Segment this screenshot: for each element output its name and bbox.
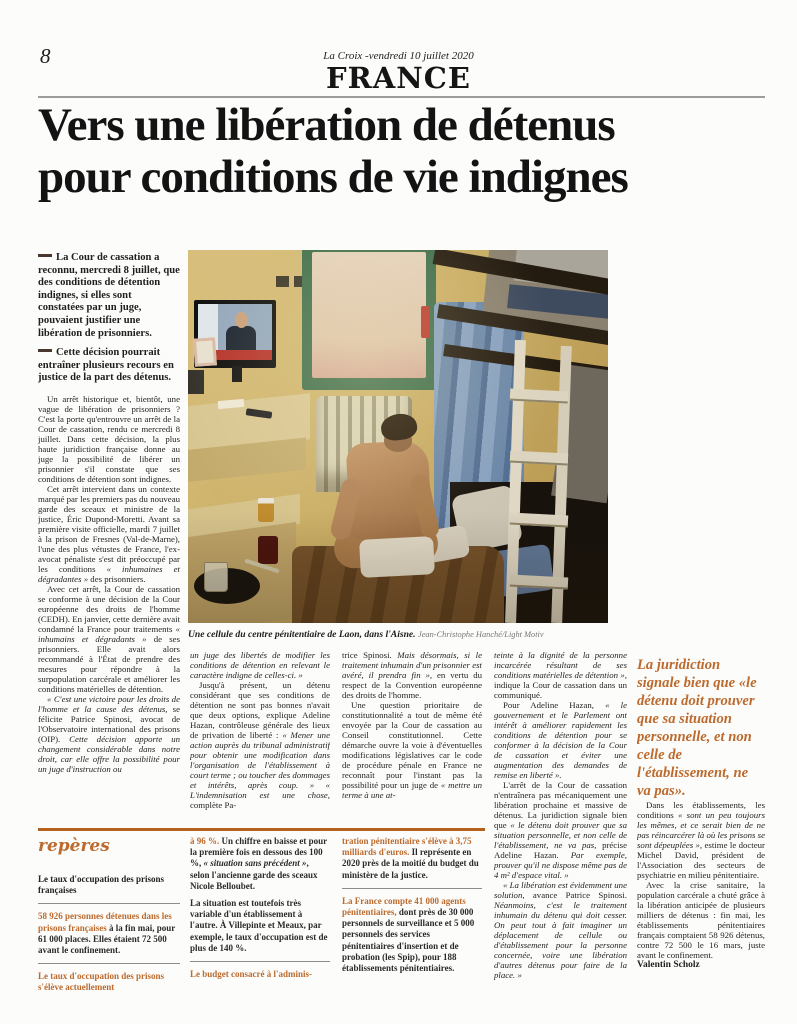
tv [194, 300, 276, 368]
reperes-separator [38, 903, 180, 904]
article-paragraph: L'arrêt de la Cour de cassation n'entraînera pas mécaniquement une libération prochaine et massive de détenus. La juridiction signale bien que « le détenu doit prouver que sa situation personnelle, et non celle de l'établissement, ne va pas, précise Adeline Hazan. Par exemple, prouver qu'il ne dispose même pas de 4 m² d'espace vital. » [494, 780, 627, 880]
man-arm [410, 473, 441, 539]
article-paragraph: un juge des libertés de modifier les conditions de détention en relevant le caractère indigne de celles-ci. » [190, 650, 330, 680]
article-paragraph: Un arrêt historique et, bientôt, une vague de libération de prisonniers ? C'est la porte qu'entrouvre un arrêt de la Cour de cassation, rendu ce mercredi 8 juillet. Dans cette décision, la plus haute juridiction française donne au juge la possibilité de libérer un prisonnier s'il constate que ses conditions de détention sont indignes. [38, 393, 180, 484]
wall-photo [193, 337, 217, 366]
reperes-heading: repères [38, 836, 110, 856]
article-column-3 [342, 650, 482, 826]
bunk-frame [433, 250, 608, 296]
photo-credit: Jean-Christophe Hanché/Light Motiv [418, 630, 544, 639]
desk-lower [188, 494, 300, 541]
tumbler-glass [204, 562, 228, 592]
window [302, 250, 436, 390]
headline-line2: pour conditions de vie indignes [38, 151, 628, 203]
tv-banner [198, 350, 272, 360]
article-paragraph: teinte à la dignité de la personne incarcérée résultant de ses conditions matérielles de détention », indique la Cour de cassation dans un communiqué. [494, 650, 627, 700]
lede-paragraph: Cette décision pourrait entraîner plusieurs recours en justice de la part des détenus. [38, 347, 174, 384]
desk-upper [188, 393, 310, 452]
page-number: 8 [40, 44, 51, 68]
headline [38, 99, 765, 203]
bunk-ladder [504, 340, 570, 623]
caption-text: Une cellule du centre pénitentiaire de Laon, dans l'Aisne. [188, 629, 416, 640]
byline: Valentin Scholz [637, 960, 700, 970]
shelf-item [188, 370, 204, 394]
lede [38, 252, 180, 385]
upper-bunk-mattress [482, 250, 608, 337]
wall-outlet [276, 276, 289, 287]
man-legs [333, 522, 440, 569]
spoon [244, 559, 279, 574]
man-arm [329, 477, 363, 542]
masthead-rule [38, 96, 765, 98]
bed-blanket [292, 546, 504, 623]
mattress-side [551, 365, 608, 504]
photo-caption [188, 629, 608, 640]
article-column-2 [190, 650, 330, 826]
article-paragraph: « C'est une victoire pour les droits de l'homme et la cause des détenus, se félicite Patrice Spinosi, avocat de l'Observatoire international des prisons (OIP). Cette décision apporte un changement considérable dans notre droit, car elle offre la possibilité pour un juge d'instruction ou [38, 693, 180, 774]
cell-photo [188, 250, 608, 623]
lede-paragraph: La Cour de cassation a reconnu, mercredi 8 juillet, que des conditions de détention indignes, si elles sont constatées par un juge, pouvaient justifier une libération de prisonniers. [38, 252, 180, 339]
tv-anchor-head [235, 312, 248, 328]
reperes-stat: tration pénitentiaire s'élève à 3,75 milliards d'euros. Il représente en 2020 près de la moitié du budget du ministère de la justice. [342, 836, 479, 880]
article-paragraph: Pour Adeline Hazan, « le gouvernement et le Parlement ont intérêt à améliorer rapidement les conditions de détention pour se conformer à la décision de la Cour de cassation et éviter une augmentation des demandes de remise en liberté ». [494, 700, 627, 780]
article-paragraph: « La libération est évidemment une solution, avance Patrice Spinosi. Néanmoins, c'est le traitement inhumain du détenu qui doit cesser. On peut tout à fait imaginer un déplacement de cellule ou d'établissement pour la personne concernée, voire une libération d'autres détenus pour faire de la place. » [494, 880, 627, 980]
reperes-stat: 58 926 personnes détenues dans les prisons françaises à la fin mai, pour 61 000 places. Elles étaient 72 500 avant le confinement. [38, 911, 176, 956]
reperes-stat: La France compte 41 000 agents pénitentiaires, dont près de 30 000 personnels de surveillance et 5 000 personnels des services pénitentiaires d'insertion et de probation (les Spip), pour 188 établissements pénitentiaires. [342, 895, 475, 974]
reperes-stat: à 96 %. Un chiffre en baisse et pour la première fois en dessous des 100 %, « situation sans précédent », selon l'ancienne garde des sceaux Nicole Belloubet. [190, 836, 327, 891]
bunk-frame [443, 344, 608, 381]
window-handle [421, 306, 430, 338]
article-paragraph: Avec cet arrêt, la Cour de cassation se conforme à une décision de la Cour européenne des droits de l'homme (CEDH). En janvier, cette dernière avait condamné la France pour traitements « inhumains et dégradants » de ses prisonniers. Elle avait alors recommandé à l'État de prendre des mesures pour répondre à la surpopulation carcérale et améliorer les conditions matérielles de détention. [38, 583, 180, 694]
lower-bunk [450, 482, 608, 623]
man-hair [379, 412, 418, 443]
tv-anchor-suit [226, 326, 256, 360]
white-sheet [422, 524, 471, 563]
reperes-column-1 [38, 874, 180, 994]
man-head [384, 430, 412, 452]
man-lap-cloth [359, 536, 435, 578]
reperes-column-2 [190, 836, 330, 980]
man-torso [346, 440, 433, 540]
section-title: FRANCE [326, 61, 471, 95]
article-paragraph: Jusqu'à présent, un détenu considérant que ses conditions de détention ne sont pas bonnes n'avait que deux options, explique Adeline Hazan, contrôleuse générale des lieux de privation de liberté : « Mener une action auprès du tribunal administratif pour obtenir une modification dans l'organisation de l'établissement à court terme ; ou toucher des dommages et intérêts, après coup. » « L'indemnisation est une chose, complète Pa- [190, 680, 330, 810]
tray [194, 568, 260, 604]
dateline: La Croix -vendredi 10 juillet 2020 [323, 50, 474, 62]
wall-outlet [294, 276, 307, 287]
reperes-title: Le taux d'occupation des prisons françaises [38, 874, 165, 896]
pull-quote: La juridiction signale bien que «le détenu doit prouver que sa situation personnelle, et non celle de l'établissement, ne va pas». [637, 657, 757, 799]
headline-line1: Vers une libération de détenus [38, 99, 615, 151]
lede-dash [38, 254, 52, 257]
desk-lower-front [188, 522, 296, 623]
reperes-separator [190, 961, 330, 962]
reperes-rule [38, 828, 485, 831]
paper [218, 399, 245, 409]
article-paragraph: Avec la crise sanitaire, la population carcérale a chuté grâce à la libération anticipée de plusieurs milliers de détenus : fin mai, les établissements pénitentiaires français comptaient 58 926 détenus, contre 72 500 le 16 mars, juste avant le confinement. [637, 880, 765, 960]
bottle [258, 536, 278, 564]
reperes-separator [342, 888, 482, 889]
upper-bunk-navy-stripe [507, 284, 608, 320]
article-column-1 [38, 252, 180, 824]
article-paragraph: trice Spinosi. Mais désormais, si le traitement inhumain d'un prisonnier est avéré, il prendra fin », en vertu du respect de la Convention européenne des droits de l'homme. [342, 650, 482, 700]
upper-bunk-blanket [514, 250, 608, 291]
tv-stand [232, 366, 242, 382]
reperes-stat: La situation est toutefois très variable d'un établissement à l'autre. À Villepinte et Meaux, par exemple, le taux d'occupation est de plus de 140 %. [190, 898, 328, 953]
remote-control [246, 408, 273, 419]
hanging-sheets [434, 302, 524, 588]
desk-upper-front [188, 437, 306, 482]
reperes-separator [38, 963, 180, 964]
radiator [316, 396, 412, 492]
article-column-5 [637, 656, 765, 1022]
beer-glass [258, 498, 274, 522]
tv-screen [198, 304, 272, 360]
reperes-column-3 [342, 836, 482, 974]
folded-jeans [485, 544, 555, 598]
article-paragraph: Une question prioritaire de constitutionnalité a tout de même été envoyée par la Cour de cassation au Conseil constitutionnel. Cette démarche ouvre la voie à d'éventuelles modifications législatives car le code de procédure pénale en France ne reconnaît pour l'instant pas la possibilité pour un juge de « mettre un terme à une at- [342, 700, 482, 800]
pillow [451, 484, 524, 554]
article-column-4 [494, 650, 627, 1022]
reperes-stat: Le taux d'occupation des prisons s'élève actuellement [38, 971, 165, 993]
window-sheet [312, 252, 426, 378]
article-paragraph: Cet arrêt intervient dans un contexte marqué par les premiers pas du nouveau garde des sceaux et ministre de la justice, Éric Dupond-Moretti. Avant sa première visite officielle, mardi 7 juillet à la prison de Fresnes (Val-de-Marne), l'une des plus vétustes de France, l'ex-avocat pénaliste s'est dit préoccupé par les conditions « inhumaines et dégradantes » des prisonniers. [38, 483, 180, 584]
lede-dash [38, 349, 52, 352]
article-paragraph: Dans les établissements, les conditions « sont un peu toujours les mêmes, et ce serait bien de ne pas réincarcérer là où les prisons se sont dépeuplées », estime le docteur Michel David, président de l'Association des secteurs de psychiatrie en milieu pénitentiaire. [637, 800, 765, 880]
reperes-stat: Le budget consacré à l'adminis- [190, 969, 313, 980]
bunk-frame [437, 304, 608, 347]
